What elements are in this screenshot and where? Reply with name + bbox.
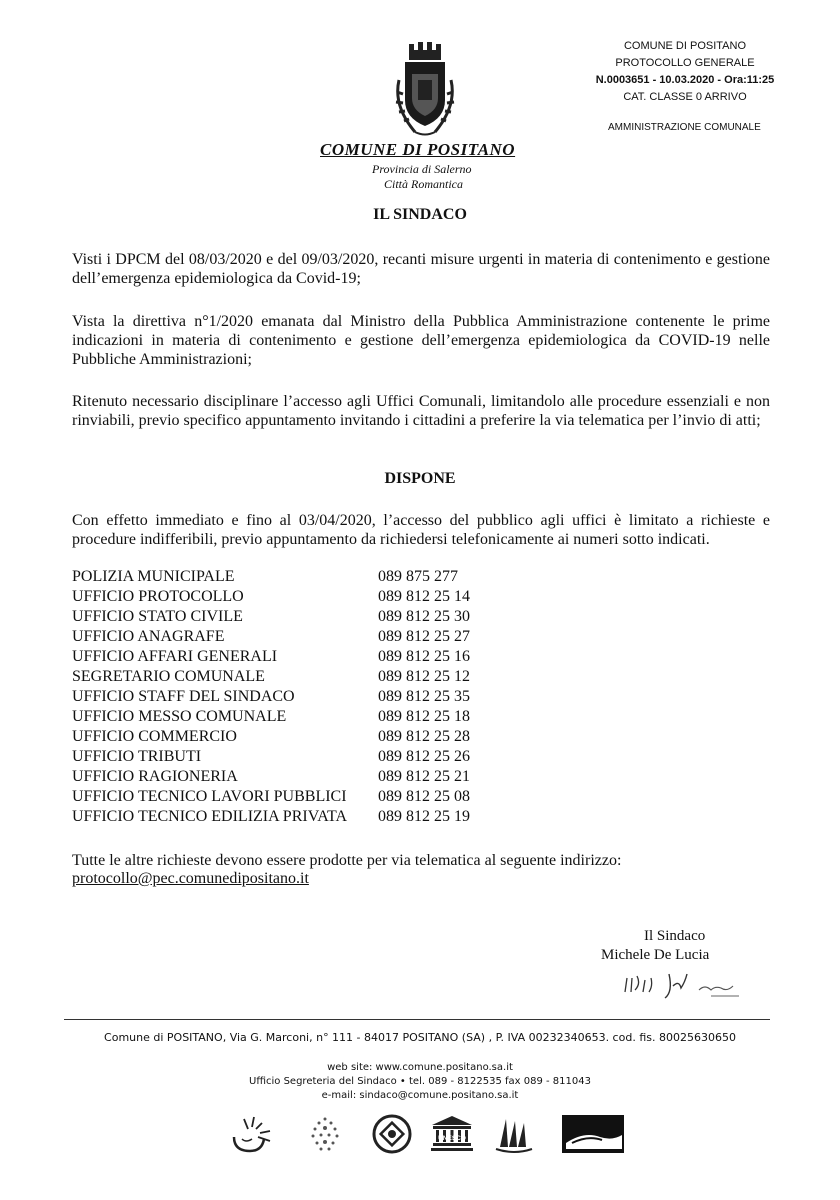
sailboats-logo-icon — [494, 1113, 534, 1155]
sun-face-logo-icon — [228, 1113, 276, 1155]
pec-email-link[interactable]: protocollo@pec.comunedipositano.it — [72, 870, 309, 887]
stamp-comune: COMUNE DI POSITANO — [623, 40, 747, 52]
stamp-number: N.0003651 - 10.03.2020 - Ora:11:25 — [595, 74, 775, 86]
office-row — [72, 708, 532, 728]
stamp-amministrazione: AMMINISTRAZIONE COMUNALE — [608, 122, 761, 133]
world-heritage-emblem-icon — [370, 1113, 414, 1155]
office-name: UFFICIO ANAGRAFE — [72, 628, 225, 645]
stylized-dots-logo-icon — [303, 1113, 347, 1155]
office-row — [72, 648, 532, 668]
office-name: UFFICIO TRIBUTI — [72, 748, 202, 765]
office-row — [72, 748, 532, 768]
office-row — [72, 628, 532, 648]
office-phone: 089 812 25 21 — [378, 768, 470, 785]
office-name: UFFICIO STATO CIVILE — [72, 608, 243, 625]
footer-phone-fax: Ufficio Segreteria del Sindaco • tel. 089 - 8122535 fax 089 - 811043 — [249, 1076, 591, 1087]
office-name: UFFICIO COMMERCIO — [72, 728, 237, 745]
office-name: POLIZIA MUNICIPALE — [72, 568, 235, 585]
office-phone: 089 812 25 35 — [378, 688, 470, 705]
signature-name: Michele De Lucia — [601, 947, 710, 963]
signature-title: Il Sindaco — [644, 928, 706, 944]
office-name: UFFICIO STAFF DEL SINDACO — [72, 688, 295, 705]
municipal-crest-icon — [385, 40, 465, 140]
office-row — [72, 808, 532, 828]
office-phone: 089 812 25 27 — [378, 628, 470, 645]
office-phone: 089 812 25 16 — [378, 648, 470, 665]
handwritten-signature — [615, 962, 745, 1006]
office-row — [72, 768, 532, 788]
office-row — [72, 788, 532, 808]
provincia-subtitle: Provincia di Salerno — [372, 162, 472, 176]
office-name: UFFICIO AFFARI GENERALI — [72, 648, 278, 665]
office-row — [72, 608, 532, 628]
comune-title: COMUNE DI POSITANO — [320, 140, 516, 159]
citta-subtitle: Città Romantica — [384, 177, 463, 191]
office-phone: 089 812 25 30 — [378, 608, 470, 625]
footer-email: e-mail: sindaco@comune.positano.sa.it — [321, 1090, 519, 1101]
office-name: UFFICIO PROTOCOLLO — [72, 588, 244, 605]
paragraph-ritenuto: Ritenuto necessario disciplinare l’accesso agli Uffici Comunali, limitandolo alle procedure essenziali e non rinviabili, previo specifico appuntamento invitando i cittadini a preferire la via telematica per l’invio di atti; — [72, 393, 770, 429]
office-phone: 089 812 25 19 — [378, 808, 470, 825]
sindaco-heading: IL SINDACO — [373, 206, 467, 223]
footer-website: web site: www.comune.positano.sa.it — [327, 1062, 513, 1073]
office-phone-list — [72, 568, 532, 828]
footer-address: Comune di POSITANO, Via G. Marconi, n° 111 - 84017 POSITANO (SA) , P. IVA 00232340653. cod. fis. 80025630650 — [104, 1031, 736, 1044]
footer-divider — [64, 1019, 770, 1020]
paragraph-disposizione: Con effetto immediato e fino al 03/04/2020, l’accesso del pubblico agli uffici è limitato a richieste e procedure indifferibili, previo appuntamento da richiedersi telefonicamente ai numeri sotto indicati. — [72, 512, 770, 548]
office-phone: 089 812 25 14 — [378, 588, 470, 605]
office-phone: 089 812 25 12 — [378, 668, 470, 685]
office-row — [72, 668, 532, 688]
paragraph-telematica: Tutte le altre richieste devono essere prodotte per via telematica al seguente indirizzo: — [72, 852, 622, 869]
stamp-protocollo: PROTOCOLLO GENERALE — [615, 57, 755, 69]
office-phone: 089 812 25 08 — [378, 788, 470, 805]
office-phone: 089 812 25 28 — [378, 728, 470, 745]
blue-flag-logo-icon — [560, 1113, 626, 1155]
office-name: SEGRETARIO COMUNALE — [72, 668, 265, 685]
office-row — [72, 688, 532, 708]
paragraph-visti: Visti i DPCM del 08/03/2020 e del 09/03/2020, recanti misure urgenti in materia di contenimento e gestione dell’emergenza epidemiologica da Covid-19; — [72, 251, 770, 287]
paragraph-vista: Vista la direttiva n°1/2020 emanata dal Ministro della Pubblica Amministrazione contenente le prime indicazioni in materia di contenimento e gestione dell’emergenza epidemiologica da COVID-19 nelle Pubbliche Amministrazioni; — [72, 313, 770, 368]
office-name: UFFICIO RAGIONERIA — [72, 768, 238, 785]
dispone-heading: DISPONE — [384, 470, 456, 487]
office-name: UFFICIO MESSO COMUNALE — [72, 708, 287, 725]
protocol-stamp — [585, 38, 785, 106]
office-phone: 089 875 277 — [378, 568, 458, 585]
unesco-logo-icon — [428, 1113, 476, 1155]
office-row — [72, 568, 532, 588]
office-name: UFFICIO TECNICO LAVORI PUBBLICI — [72, 788, 347, 805]
unesco-logo-text: UNESCO — [438, 1135, 466, 1142]
office-row — [72, 588, 532, 608]
office-phone: 089 812 25 26 — [378, 748, 470, 765]
office-phone: 089 812 25 18 — [378, 708, 470, 725]
office-row — [72, 728, 532, 748]
stamp-category: CAT. CLASSE 0 ARRIVO — [623, 91, 747, 103]
office-name: UFFICIO TECNICO EDILIZIA PRIVATA — [72, 808, 348, 825]
